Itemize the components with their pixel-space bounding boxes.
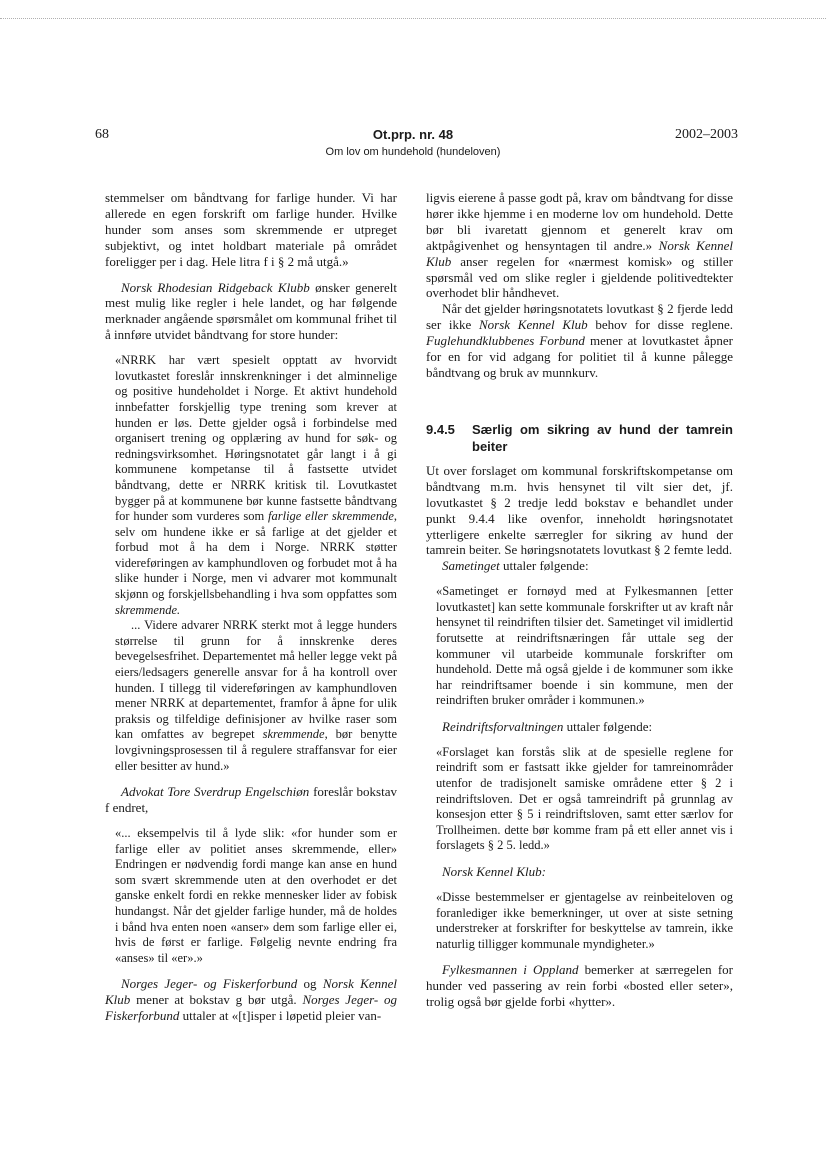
section-heading	[426, 421, 733, 455]
document-subtitle: Om lov om hundehold (hundeloven)	[325, 146, 501, 158]
paragraph: Når det gjelder høringsnotatets lovutkast § 2 fjerde ledd ser ikke Norsk Kennel Klub behov for disse reglene. Fuglehundklubbenes Forbund mener at lovutkastet åpner for en for vid adgang for politiet til å kunne pålegge båndtvang og bruk av munnkurv.	[426, 301, 734, 380]
block-quote: «Sametinget er fornøyd med at Fylkesmannen [etter lovutkastet] kan sette kommunale forskrifter ut av kraft når hensynet til reindriften tilsier det. Sametinget vil imidlertid forutsette at reindriftsnæringen får uttale seg der kommuner vil utarbeide kommunale forskrifter om hundehold. Dette må også gjelde i de kommuner som ikke har reindriftsamer boende i sin kommune, men der reindriften bruker områder i kommunen.»	[436, 584, 733, 708]
block-quote: «NRRK har vært spesielt opptatt av hvorvidt lovutkastet foreslår innskrenkninger i det alminnelige og positive hundeholdet i Norge. Et aktivt hundehold innbefatter forskjellig type trening som krever at hunden er løs. Dette gjelder også i forbindelse med organisert trening og opplæring av hund for søk- og redningsvirksomhet. Høringsnotatet går langt i å gi kommunene kompetanse til å fastsette utvidet båndtvang, dette er NRRK kritisk til. Lovutkastet bygger på at kommunene bør kunne fastsette båndtvang for hunder som vurderes som farlige eller skremmende, selv om hundene ikke er så farlige at det gjelder et forbud mot å ha dem i Norge. NRRK støtter videreføringen av kamphundloven og forbudet mot å ha slike hunder i Norge, men vi advarer mot kommunalt skjønn og forskjellsbehandling i hva som oppfattes som skremmende. ... Videre advarer NRRK sterkt mot å legge hunders størrelse til grunn for å innskrenke deres bevegelsesfrihet. Departementet må heller legge vekt på eiers/ledsagers generelle ansvar for å ha kontroll over hunden. I tillegg til videreføringen av kamphundloven mener NRRK at departementet, framfor å åpne for ulik praksis og tilfeldige definisjoner av hvilke raser som kan omfattes av begrepet skremmende, bør benytte lovgivningsprosessen til å regulere straffansvar for eier eller besitter av hund.»	[115, 353, 397, 773]
right-column	[426, 190, 733, 1010]
paragraph: stemmelser om båndtvang for farlige hunder. Vi har allerede en egen forskrift om farlige hunder. Hvilke hunder som anses som skremmende er utpreget subjektivt, og intet holdbart materiale på området foreligger per i dag. Hele litra f i § 2 må utgå.»	[105, 190, 397, 269]
block-quote: «Disse bestemmelser er gjentagelse av reinbeiteloven og foranlediger ikke bemerkninger, ut over at siste setning understreker at forskrifter for beskyttelse av tamrein, ikke naturlig tilligger kommunale myndigheter.»	[436, 889, 733, 951]
block-quote: «Forslaget kan forstås slik at de spesielle reglene for reindrift som er fastsatt ikke gjelder for tamreinområder utenfor de tradisjonelt samiske områdene etter § 2 i reindriftsloven. Det er også tamreindrift på grunnlag av konsesjon etter § 5 i reindriftsloven, samt etter særlov for Trollheimen. dette bør komme fram på ett eller annet vis i forslagets § 2 5. ledd.»	[436, 744, 733, 853]
section-number: 9.4.5	[426, 421, 455, 437]
paragraph: Reindriftsforvaltningen uttaler følgende:	[442, 718, 653, 734]
left-column	[105, 190, 397, 1024]
page-number: 68	[95, 127, 109, 142]
paragraph: Ut over forslaget om kommunal forskriftskompetanse om båndtvang m.m. hvis hensynet til vilt sier det, jf. lovutkastet § 2 tredje ledd bokstav e behandlet under punkt 9.4.4 like ovenfor, inneholdt høringsnotatet ytterligere enkelte særregler for sikring av hund der tamrein beiter. Se høringsnotatets lovutkast § 2 femte ledd.	[426, 462, 733, 558]
scan-top-dotted-line	[0, 18, 826, 19]
document-title: Ot.prp. nr. 48	[372, 127, 454, 142]
section-title: Særlig om sikring av hund der tamrein beiter	[472, 421, 733, 454]
person-name: Advokat Tore Sverdrup Engelschiøn	[121, 784, 310, 800]
paragraph: Norsk Rhodesian Ridgeback Klubb ønsker generelt mest mulig like regler i hele landet, og har følgende merknader angående spørsmålet om kommunal frihet til å innføre utvidet båndtvang for store hunder:	[105, 279, 397, 343]
paragraph: Norges Jeger- og Fiskerforbund og Norsk Kennel Klub mener at bokstav g bør utgå. Norges Jeger- og Fiskerforbund uttaler at «[t]isper i løpetid pleier van-	[105, 976, 398, 1024]
paragraph: Fylkesmannen i Oppland bemerker at særregelen for hunder ved passering av rein forbi «bosted eller seter», trolig også bør gjelde forbi «hytter».	[426, 962, 733, 1010]
paragraph: ligvis eierene å passe godt på, krav om båndtvang for disse hører ikke hjemme i en moderne lov om hundehold. Dette bør bli ivaretatt gjennom et generelt krav om aktpågivenhet og hensyntagen til andre.» Norsk Kennel Klub anser regelen for «nærmest komisk» og stiller spørsmål ved om slike regler i gjeldende politivedtekter overhodet blir håndhevet.	[426, 190, 733, 301]
document-year: 2002–2003	[675, 127, 738, 142]
paragraph: Advokat Tore Sverdrup Engelschiøn foreslår bokstav f endret,	[105, 784, 397, 816]
organisation-name: Norsk Rhodesian Ridgeback Klubb	[121, 279, 310, 295]
paragraph: Sametinget uttaler følgende:	[442, 558, 589, 574]
paragraph: Norsk Kennel Klub:	[442, 864, 546, 880]
block-quote: «... eksempelvis til å lyde slik: «for hunder som er farlige eller av politiet anses skremmende, eller» Endringen er nødvendig fordi mange kan anse en hund som svært skremmende uten at den overhodet er det ganske enkelt fordi en rekke mennesker lider av fobisk hundangst. Når det gjelder farlige hunder, må de holdes i bånd hva enten noen «anser» dem som farlige eller ei, hvis de først er farlige. Følgelig nevnte endring fra «anses» til «er».»	[115, 826, 397, 965]
